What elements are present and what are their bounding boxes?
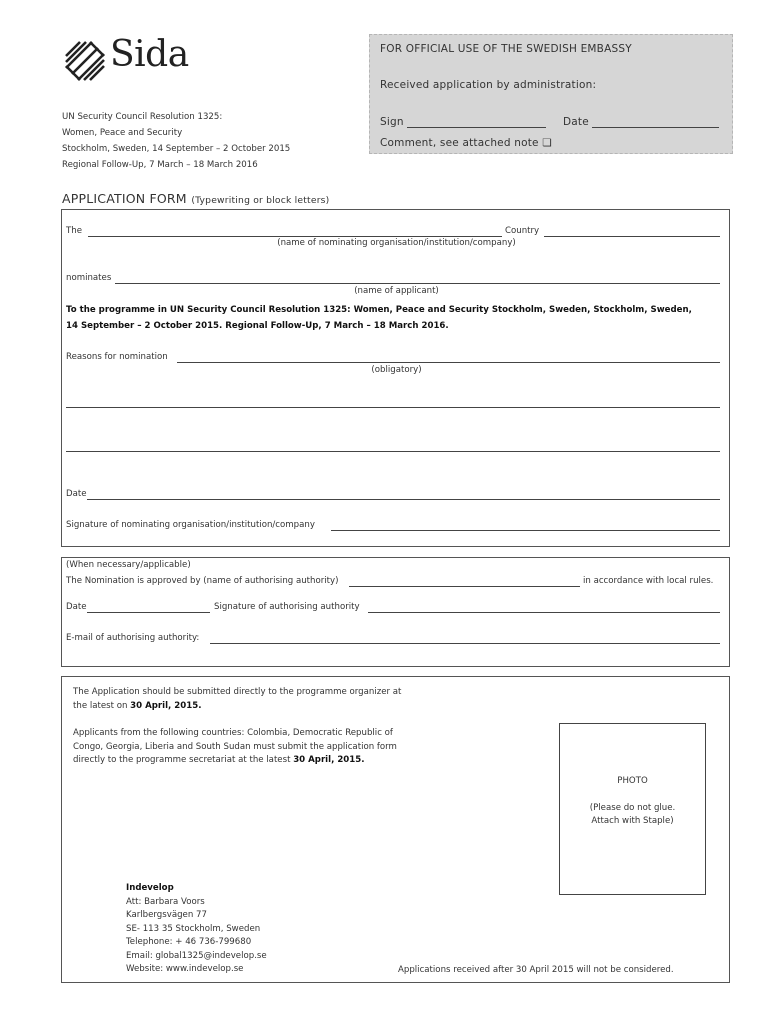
photo-note-1: (Please do not glue. [589, 803, 676, 813]
official-date-label: Date [563, 116, 589, 128]
late-notice: Applications received after 30 April 2015 will not be considered. [398, 965, 674, 975]
org-telephone: Telephone: + 46 736-799680 [126, 937, 252, 947]
event-line-4: Regional Follow-Up, 7 March – 18 March 2016 [62, 160, 258, 170]
country-field[interactable] [544, 236, 720, 237]
programme-line-2: 14 September – 2 October 2015. Regional Follow-Up, 7 March – 18 March 2016. [66, 321, 449, 331]
when-necessary-label: (When necessary/applicable) [66, 560, 191, 570]
the-label: The [66, 226, 82, 236]
submit-instruction-line-2 [73, 701, 202, 711]
date-field[interactable] [87, 499, 720, 500]
organisation-field[interactable] [88, 236, 502, 237]
approval-section [61, 557, 730, 667]
photo-note-2: Attach with Staple) [591, 816, 674, 826]
authority-email-field[interactable] [210, 643, 720, 644]
official-title: FOR OFFICIAL USE OF THE SWEDISH EMBASSY [380, 43, 632, 55]
obligatory-hint: (obligatory) [371, 365, 422, 375]
secretariat-label: directly to the programme secretariat at the latest [73, 755, 291, 765]
approval-date-field[interactable] [87, 612, 210, 613]
applicant-field[interactable] [115, 283, 720, 284]
reasons-line-2[interactable] [66, 407, 720, 408]
authority-email-label: E-mail of authorising authority: [66, 633, 200, 643]
event-line-3: Stockholm, Sweden, 14 September – 2 October 2015 [62, 144, 291, 154]
event-line-1: UN Security Council Resolution 1325: [62, 112, 223, 122]
reasons-line-3[interactable] [66, 451, 720, 452]
date-label: Date [66, 489, 87, 499]
country-label: Country [505, 226, 540, 236]
authority-signature-field[interactable] [368, 612, 720, 613]
photo-box[interactable] [559, 723, 706, 895]
signature-field[interactable] [331, 530, 720, 531]
official-use-box [369, 34, 733, 154]
authority-name-field[interactable] [349, 586, 580, 587]
local-rules-label: in accordance with local rules. [583, 576, 714, 586]
form-title [62, 191, 329, 206]
secretariat-deadline: 30 April, 2015. [293, 755, 365, 765]
org-website: Website: www.indevelop.se [126, 964, 244, 974]
approved-by-label: The Nomination is approved by (name of authorising authority) [66, 576, 339, 586]
nominates-label: nominates [66, 273, 112, 283]
form-subtitle: (Typewriting or block letters) [191, 195, 330, 206]
form-title-text: APPLICATION FORM [62, 191, 187, 206]
reasons-label: Reasons for nomination [66, 352, 168, 362]
applicant-hint: (name of applicant) [354, 286, 439, 296]
countries-line-1: Applicants from the following countries: Colombia, Democratic Republic of [73, 728, 393, 738]
org-street: Karlbergsvägen 77 [126, 910, 207, 920]
org-city: SE- 113 35 Stockholm, Sweden [126, 924, 261, 934]
programme-line-1: To the programme in UN Security Council Resolution 1325: Women, Peace and Security Stockholm, Sweden, Stockholm, Sweden, [66, 305, 692, 315]
submit-deadline: 30 April, 2015. [130, 701, 202, 711]
official-date-line[interactable] [592, 127, 719, 128]
authority-signature-label: Signature of authorising authority [214, 602, 360, 612]
org-name: Indevelop [126, 883, 174, 893]
organisation-hint: (name of nominating organisation/institution/company) [277, 238, 516, 248]
countries-line-3 [73, 755, 365, 765]
signature-label: Signature of nominating organisation/institution/company [66, 520, 315, 530]
sida-logo-icon [62, 38, 108, 84]
reasons-field[interactable] [177, 362, 720, 363]
logo-wordmark: Sida [110, 34, 189, 75]
received-label: Received application by administration: [380, 79, 597, 91]
org-att: Att: Barbara Voors [126, 897, 205, 907]
nomination-section [61, 209, 730, 547]
sign-label: Sign [380, 116, 404, 128]
event-line-2: Women, Peace and Security [62, 128, 183, 138]
comment-label: Comment, see attached note ❏ [380, 137, 552, 149]
submit-latest-label: the latest on [73, 701, 128, 711]
org-email: Email: global1325@indevelop.se [126, 951, 267, 961]
photo-label: PHOTO [617, 776, 648, 786]
submit-instruction-line-1: The Application should be submitted directly to the programme organizer at [73, 687, 402, 697]
approval-date-label: Date [66, 602, 87, 612]
sign-line[interactable] [407, 127, 546, 128]
countries-line-2: Congo, Georgia, Liberia and South Sudan must submit the application form [73, 742, 397, 752]
